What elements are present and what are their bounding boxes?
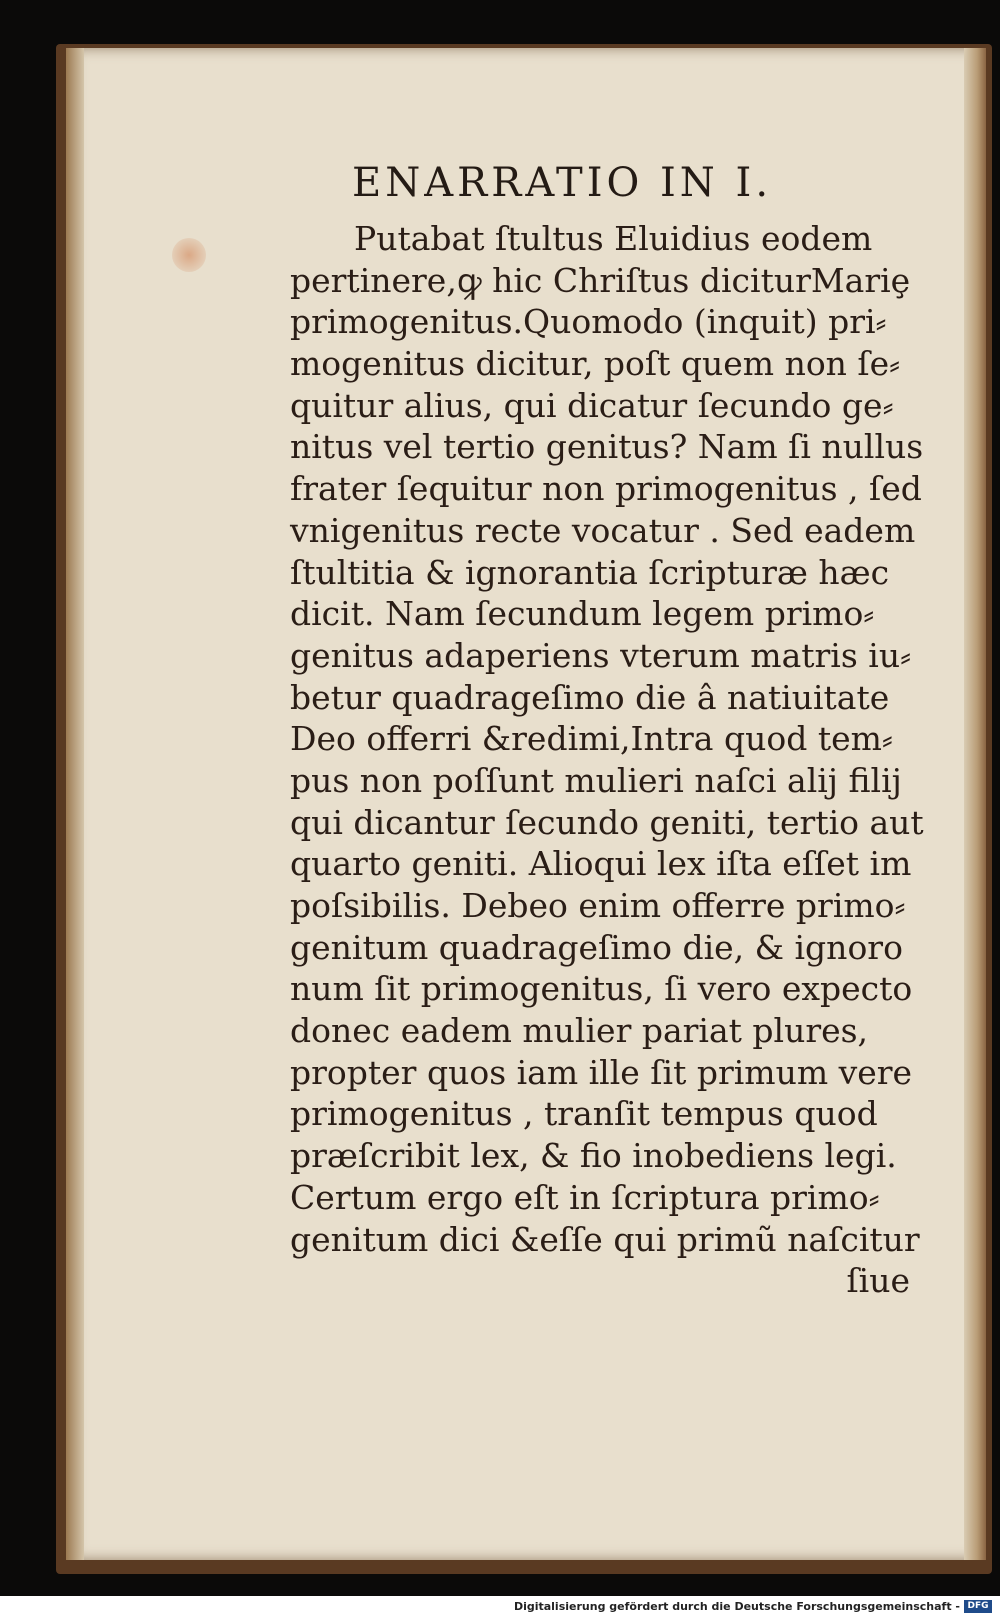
running-head: ENARRATIO IN I. [352, 160, 773, 206]
page-gutter-shadow [66, 48, 84, 1560]
body-text [290, 218, 930, 1302]
text-line: primogenitus.Quomodo (inquit) pri⸗ [290, 302, 887, 342]
text-line: num ſit primogenitus, ſi vero expecto [290, 969, 913, 1009]
text-line: genitus adaperiens vterum matris iu⸗ [290, 635, 912, 675]
text-line: dicit. Nam ſecundum legem primo⸗ [290, 594, 875, 634]
footer-bar [0, 1596, 1000, 1618]
text-line: poſsibilis. Debeo enim offerre primo⸗ [290, 886, 906, 925]
text-line: pus non poſſunt mulieri naſci alij filij [290, 760, 902, 800]
text-line: quarto geniti. Alioqui lex iſta eſſet im [290, 844, 912, 884]
text-line: ſtultitia & ignorantia ſcripturæ hæc [290, 552, 890, 592]
page-fore-edge [964, 48, 986, 1560]
text-line: Putabat ſtultus Eluidius eodem [354, 219, 873, 258]
paper-stain [172, 238, 206, 272]
text-line: præſcribit lex, & fio inobediens legi. [290, 1136, 897, 1176]
text-line: nitus vel tertio genitus? Nam ſi nullus [290, 427, 924, 467]
text-line: genitum quadrageſimo die, & ignoro [290, 927, 903, 967]
text-line: genitum dici &eſſe qui primũ naſcitur [290, 1219, 920, 1259]
text-line: qui dicantur ſecundo geniti, tertio aut [290, 802, 924, 842]
text-line: quitur alius, qui dicatur ſecundo ge⸗ [290, 385, 894, 425]
text-line: primogenitus , tranſit tempus quod [290, 1094, 878, 1134]
text-line: frater ſequitur non primogenitus , ſed [290, 469, 922, 509]
text-line: Deo offerri &redimi,Intra quod tem⸗ [290, 719, 893, 759]
text-line: vnigenitus recte vocatur . Sed eadem [290, 510, 916, 550]
catchword: ſiue [846, 1261, 910, 1301]
text-line: betur quadrageſimo die â natiuitate [290, 677, 890, 717]
footer-credit: Digitalisierung gefördert durch die Deutsche Forschungsgemeinschaft - [513, 1600, 960, 1613]
text-line: Certum ergo eſt in ſcriptura primo⸗ [290, 1177, 880, 1217]
text-line: donec eadem mulier pariat plures, [290, 1011, 869, 1051]
text-line: mogenitus dicitur, poſt quem non ſe⸗ [290, 344, 901, 384]
text-line: propter quos iam ille ſit primum vere [290, 1052, 913, 1092]
text-line: pertinere,ꝙ hic Chriſtus diciturMariȩ [290, 260, 911, 300]
dfg-logo: DFG [964, 1600, 992, 1613]
